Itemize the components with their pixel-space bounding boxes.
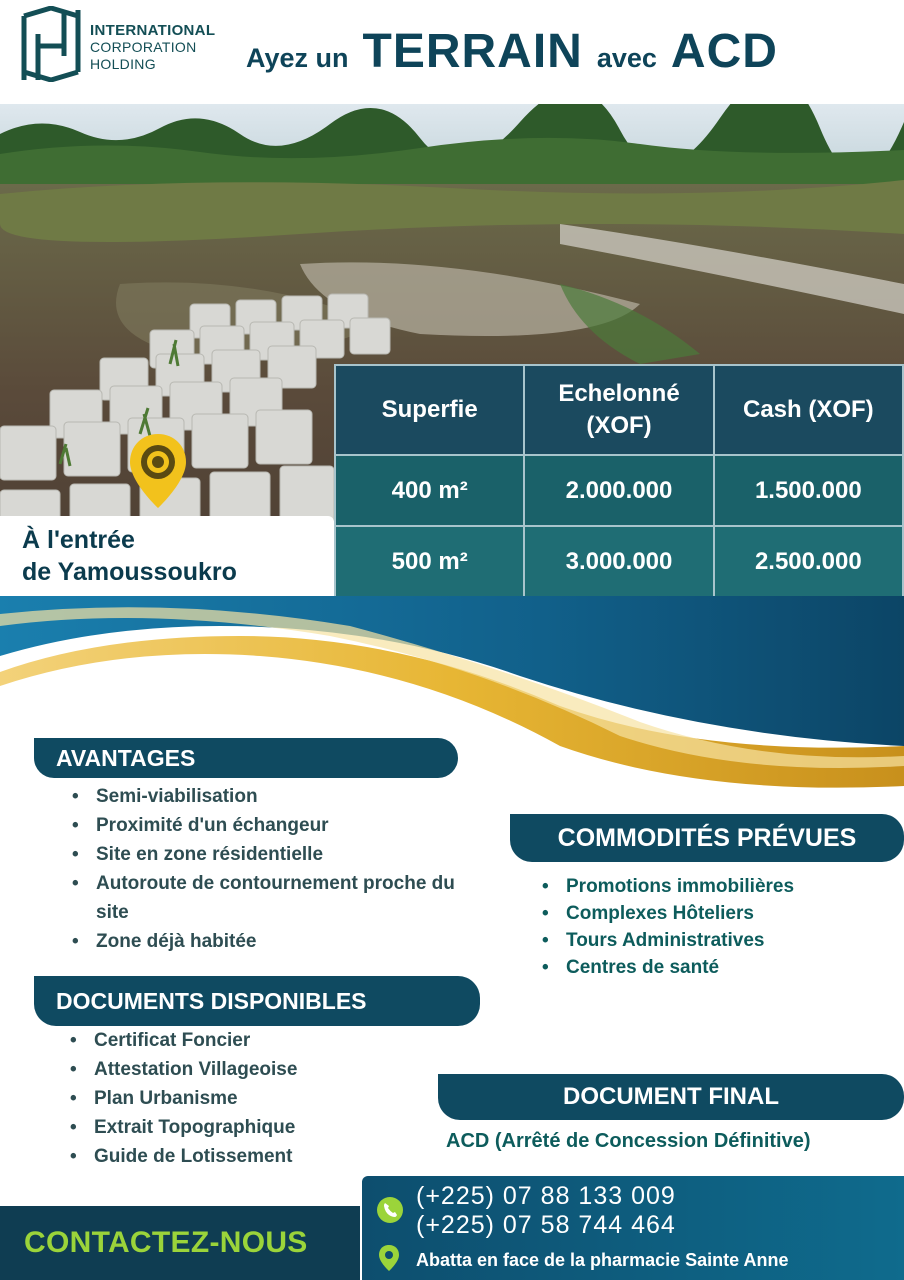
column-header-echelonne: Echelonné (XOF) <box>524 365 713 455</box>
address: Abatta en face de la pharmacie Sainte Anne <box>416 1250 789 1270</box>
list-item: • Site en zone résidentielle <box>72 840 472 869</box>
location-line-1: À l'entrée <box>22 526 135 554</box>
location-line-2: de Yamoussoukro <box>22 558 237 586</box>
table-cell: 500 m² <box>335 526 524 597</box>
brand-line-1: INTERNATIONAL <box>90 22 216 39</box>
table-cell: 1.500.000 <box>714 455 903 526</box>
list-item: • Attestation Villageoise <box>70 1055 430 1084</box>
document-final-title: DOCUMENT FINAL <box>563 1083 779 1110</box>
phone-icon <box>376 1196 404 1224</box>
location-pin-icon <box>128 432 188 510</box>
commodites-list <box>542 873 902 981</box>
headline-part-3: avec <box>596 43 657 73</box>
logo-icon <box>18 6 84 82</box>
list-item: • Extrait Topographique <box>70 1113 430 1142</box>
commodites-title: COMMODITÉS PRÉVUES <box>557 823 857 852</box>
avantages-list <box>72 782 472 956</box>
column-header-cash: Cash (XOF) <box>714 365 903 455</box>
list-item: • Promotions immobilières <box>542 873 902 900</box>
brand-name <box>90 22 215 73</box>
list-item: • Proximité d'un échangeur <box>72 811 472 840</box>
contact-banner <box>0 1206 360 1280</box>
price-table-header-row <box>335 365 903 455</box>
commodites-heading <box>510 814 904 862</box>
table-cell: 2.500.000 <box>714 526 903 597</box>
headline <box>246 24 778 84</box>
list-item: • Plan Urbanisme <box>70 1084 430 1113</box>
brand-line-3: HOLDING <box>90 56 156 72</box>
list-item: • Tours Administratives <box>542 927 902 954</box>
phone-number-2[interactable]: (+225) 07 58 744 464 <box>416 1211 676 1239</box>
header <box>0 0 904 104</box>
list-item: • Complexes Hôteliers <box>542 900 902 927</box>
contact-label: CONTACTEZ-NOUS <box>24 1226 308 1259</box>
list-item: • Certificat Foncier <box>70 1026 430 1055</box>
table-cell: 400 m² <box>335 455 524 526</box>
document-final-text: ACD (Arrêté de Concession Définitive) <box>446 1130 811 1152</box>
list-item: • Centres de santé <box>542 954 902 981</box>
headline-part-4: ACD <box>670 25 778 78</box>
document-final-heading <box>438 1074 904 1120</box>
table-row <box>335 455 903 526</box>
table-cell: 3.000.000 <box>524 526 713 597</box>
table-row <box>335 526 903 597</box>
avantages-title: AVANTAGES <box>56 744 196 771</box>
avantages-heading <box>34 738 458 778</box>
list-item: • Guide de Lotissement <box>70 1142 430 1171</box>
location-label <box>0 516 334 596</box>
small-pin-icon <box>378 1244 400 1272</box>
contact-details <box>362 1176 904 1280</box>
column-header-superficie: Superfie <box>335 365 524 455</box>
list-item: • Zone déjà habitée <box>72 927 472 956</box>
list-item: • Semi-viabilisation <box>72 782 472 811</box>
brand-line-2: CORPORATION <box>90 39 197 55</box>
list-item: • Autoroute de contournement proche du site <box>72 869 472 927</box>
documents-heading <box>34 976 480 1026</box>
documents-title: DOCUMENTS DISPONIBLES <box>56 987 367 1014</box>
documents-list <box>70 1026 430 1171</box>
headline-part-1: Ayez un <box>246 43 349 73</box>
headline-part-2: TERRAIN <box>362 25 583 78</box>
table-cell: 2.000.000 <box>524 455 713 526</box>
price-table <box>334 364 904 598</box>
phone-number-1[interactable]: (+225) 07 88 133 009 <box>416 1182 676 1210</box>
